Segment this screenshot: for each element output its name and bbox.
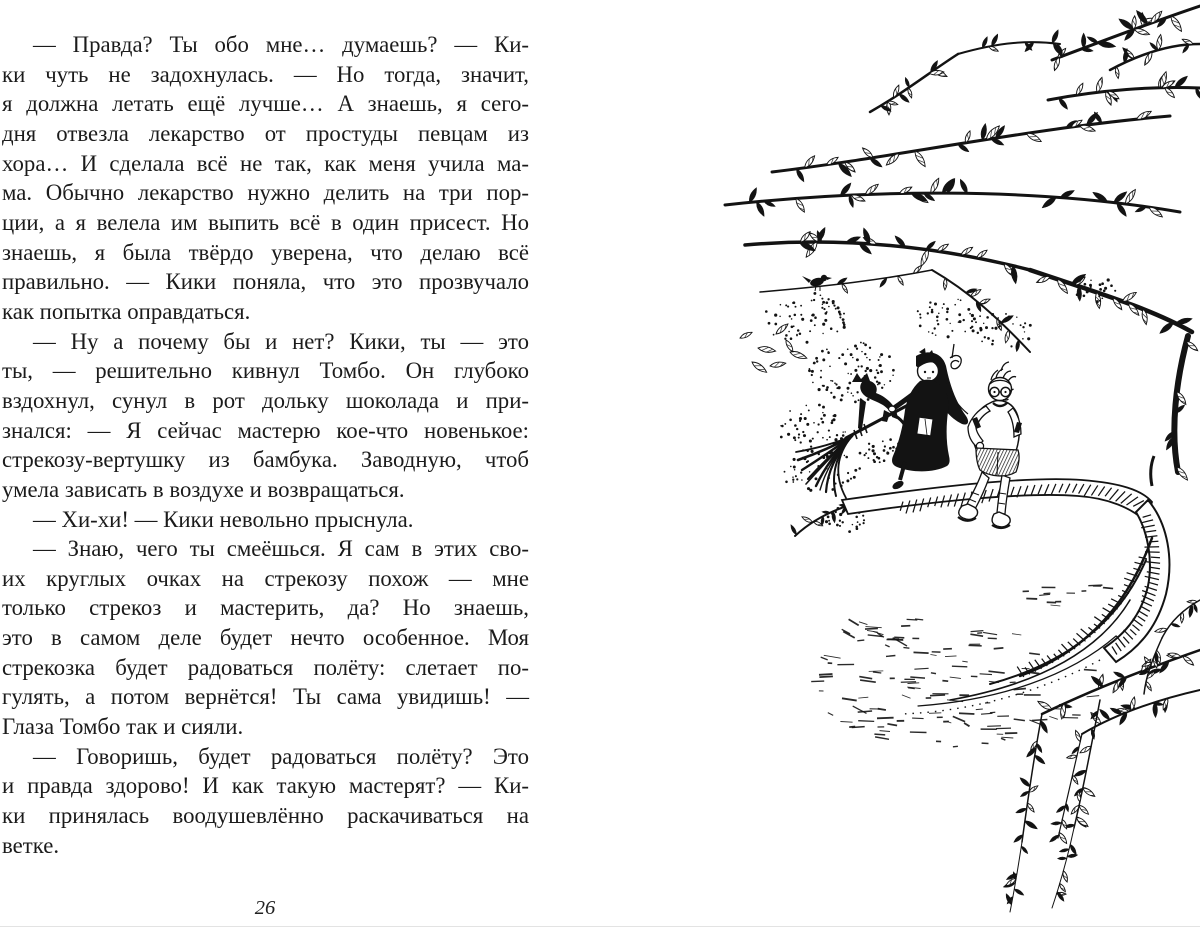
text-line: умела зависать в воздухе и возвращаться. — [2, 476, 405, 502]
paragraph — [2, 742, 529, 861]
text-line: Глаза Томбо так и сияли. — [2, 714, 244, 740]
tree-canopy — [725, 6, 1200, 638]
text-line: я должна летать ещё лучше… А знаешь, я сего- — [2, 91, 529, 117]
text-line: и правда здорово! И как такую мастерят? — Ки- — [2, 773, 529, 799]
text-line: правильно. — Кики поняла, что это прозвучало — [2, 269, 529, 295]
text-line: — Знаю, чего ты смеёшься. Я сам в этих сво- — [33, 536, 529, 562]
text-line: ма. Обычно лекарство нужно делить на три пор- — [2, 180, 529, 206]
text-line: знался: — Я сейчас мастерю кое-что новенькое: — [2, 417, 529, 443]
hanging-branch — [1003, 638, 1200, 912]
text-line: — Правда? Ты обо мне… думаешь? — Ки- — [33, 32, 529, 57]
text-column — [2, 30, 529, 860]
text-line: только стрекоз и мастерить, да? Но знаешь, — [2, 595, 529, 621]
text-line: ки принялась воодушевлённо раскачиваться на — [2, 803, 529, 829]
text-line: ции, а я велела им выпить всё в один присест. Но — [2, 209, 529, 235]
text-line: дня отвезла лекарство от простуды певцам из — [2, 120, 529, 146]
text-line: их круглых очках на стрекозу похож — мне — [2, 565, 529, 591]
paragraph — [2, 534, 529, 742]
text-line: — Ну а почему бы и нет? Кики, ты — это — [33, 328, 529, 354]
book-illustration — [700, 0, 1200, 927]
paragraph — [2, 505, 529, 535]
tombo-figure — [958, 362, 1022, 528]
text-line: ветке. — [2, 832, 60, 858]
paragraph — [2, 327, 529, 505]
text-line: знаешь, я была твёрдо уверена, что делаю всё — [2, 239, 529, 265]
page-number: 26 — [254, 897, 276, 919]
text-line: гулять, а потом вернётся! Ты сама увидишь! — — [2, 684, 529, 710]
text-line: ки чуть не задохнулась. — Но тогда, значит, — [2, 61, 529, 87]
text-line: хора… И сделала всё не так, как меня учила ма- — [2, 150, 529, 176]
kiki-figure — [889, 344, 968, 491]
bird — [802, 275, 832, 291]
text-line: стрекозу-вертушку из бамбука. Заводную, чтоб — [2, 447, 529, 473]
paragraph — [2, 30, 529, 327]
text-line: стрекозка будет радоваться полёту: слетает по- — [2, 654, 529, 680]
text-line: как попытка оправдаться. — [2, 298, 251, 324]
text-line: ты, — решительно кивнул Томбо. Он глубоко — [2, 358, 529, 384]
text-line: вздохнул, сунул в рот дольку шоколада и при- — [2, 387, 529, 413]
grass-patch — [811, 585, 1113, 747]
text-line: это в самом деле будет нечто особенное. Моя — [2, 625, 529, 651]
text-line: — Хи-хи! — Кики невольно прыснула. — [33, 506, 414, 532]
text-line: — Говоришь, будет радоваться полёту? Это — [33, 743, 529, 769]
